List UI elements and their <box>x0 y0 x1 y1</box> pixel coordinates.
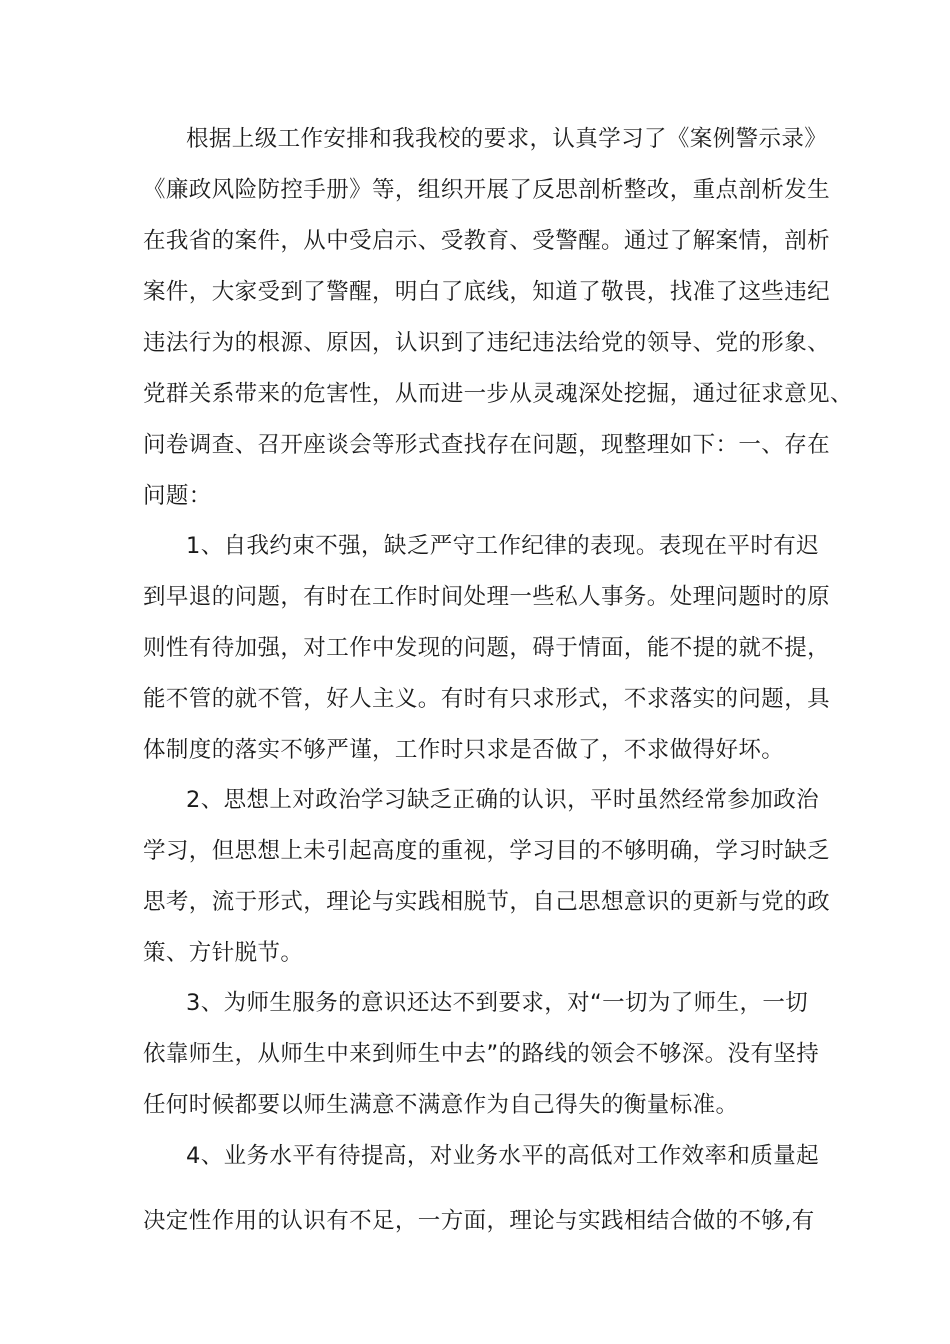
paragraph-item-1-line: 到早退的问题，有时在工作时间处理一些私人事务。处理问题时的原 <box>143 584 831 610</box>
paragraph-item-2-line: 策、方针脱节。 <box>143 940 304 966</box>
paragraph-intro-line: 《廉政风险防控手册》等，组织开展了反思剖析整改，重点剖析发生 <box>143 177 831 203</box>
paragraph-item-3-line: 任何时候都要以师生满意不满意作为自己得失的衡量标准。 <box>143 1092 739 1118</box>
paragraph-intro-line: 根据上级工作安排和我我校的要求，认真学习了《案例警示录》 <box>186 126 828 152</box>
paragraph-item-2-line: 2、思想上对政治学习缺乏正确的认识，平时虽然经常参加政治 <box>186 787 820 813</box>
paragraph-intro-line: 党群关系带来的危害性，从而进一步从灵魂深处挖掘，通过征求意见、 <box>143 381 853 407</box>
paragraph-intro-line: 案件，大家受到了警醒，明白了底线，知道了敬畏，找准了这些违纪 <box>143 279 831 305</box>
paragraph-item-1-line: 能不管的就不管，好人主义。有时有只求形式，不求落实的问题，具 <box>143 686 831 712</box>
paragraph-item-2-line: 学习，但思想上未引起高度的重视，学习目的不够明确，学习时缺乏 <box>143 838 831 864</box>
paragraph-intro-line: 在我省的案件，从中受启示、受教育、受警醒。通过了解案情，剖析 <box>143 228 831 254</box>
paragraph-item-2-line: 思考，流于形式，理论与实践相脱节，自己思想意识的更新与党的政 <box>143 889 831 915</box>
paragraph-item-1-line: 体制度的落实不够严谨，工作时只求是否做了，不求做得好坏。 <box>143 737 785 763</box>
paragraph-item-1-line: 1、自我约束不强，缺乏严守工作纪律的表现。表现在平时有迟 <box>186 533 820 559</box>
paragraph-item-3-line: 依靠师生，从师生中来到师生中去”的路线的领会不够深。没有坚持 <box>143 1041 820 1067</box>
paragraph-intro-line: 违法行为的根源、原因，认识到了违纪违法给党的领导、党的形象、 <box>143 330 831 356</box>
paragraph-item-3-line: 3、为师生服务的意识还达不到要求，对“一切为了师生，一切 <box>186 990 809 1016</box>
paragraph-intro-line: 问题： <box>143 483 212 509</box>
paragraph-item-1-line: 则性有待加强，对工作中发现的问题，碍于情面，能不提的就不提， <box>143 635 831 661</box>
paragraph-intro-line: 问卷调查、召开座谈会等形式查找存在问题，现整理如下：一、存在 <box>143 432 831 458</box>
paragraph-item-4-line: 决定性作用的认识有不足，一方面，理论与实践相结合做的不够,有 <box>143 1208 815 1234</box>
paragraph-item-4-line: 4、业务水平有待提高，对业务水平的高低对工作效率和质量起 <box>186 1143 820 1169</box>
